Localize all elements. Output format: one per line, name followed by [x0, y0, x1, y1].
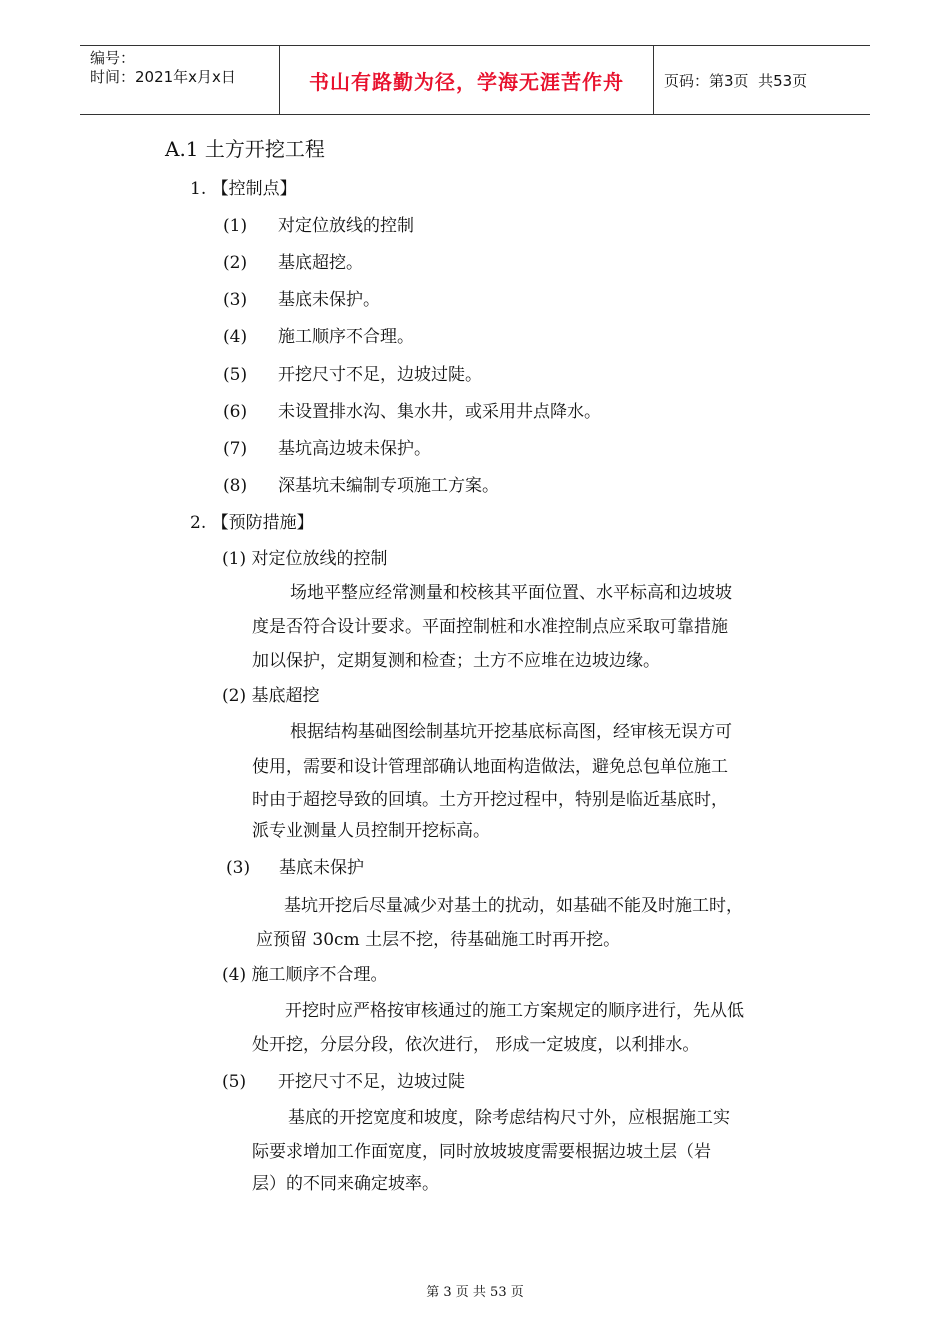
prevention-section-title: (4) 施工顺序不合理。: [222, 965, 388, 985]
header-motto: 书山有路勤为径，学海无涯苦作舟: [280, 46, 654, 114]
control-item-num: (5): [223, 365, 248, 385]
page-footer: 第 3 页 共 53 页: [426, 1285, 524, 1300]
paragraph-line: 使用，需要和设计管理部确认地面构造做法，避免总包单位施工: [252, 757, 728, 777]
control-item-text: 对定位放线的控制: [278, 216, 414, 236]
serial-label: 编号：: [90, 49, 136, 67]
paragraph-line: 度是否符合设计要求。平面控制桩和水准控制点应采取可靠措施: [252, 617, 728, 637]
paragraph-line: 时由于超挖导致的回填。土方开挖过程中，特别是临近基底时，: [252, 790, 728, 810]
prevention-section-title: 基底未保护: [279, 858, 364, 878]
control-item-text: 深基坑未编制专项施工方案。: [278, 476, 499, 496]
paragraph-line: 际要求增加工作面宽度，同时放坡坡度需要根据边坡土层（岩: [252, 1142, 711, 1162]
paragraph-line: 基坑开挖后尽量减少对基土的扰动，如基础不能及时施工时，: [284, 896, 743, 916]
control-item-num: (6): [223, 402, 248, 422]
prevention-section-title: 开挖尺寸不足，边坡过陡: [278, 1072, 465, 1092]
control-item-num: (3): [223, 290, 248, 310]
section-title: A.1 土方开挖工程: [165, 137, 325, 161]
control-item-num: (7): [223, 439, 248, 459]
paragraph-line: 派专业测量人员控制开挖标高。: [252, 821, 490, 841]
control-item-num: (2): [223, 253, 248, 273]
control-item-text: 基底超挖。: [278, 253, 363, 273]
paragraph-line: 加以保护，定期复测和检查；土方不应堆在边坡边缘。: [252, 651, 660, 671]
prevention-heading: 2. 【预防措施】: [190, 513, 314, 533]
page-info: 页码：第3页 共53页: [664, 71, 808, 90]
paragraph-line: 场地平整应经常测量和校核其平面位置、水平标高和边坡坡: [290, 583, 732, 603]
paragraph-line: 应预留 30cm 土层不挖，待基础施工时再开挖。: [256, 930, 621, 950]
control-item-num: (8): [223, 476, 248, 496]
control-item-text: 基坑高边坡未保护。: [278, 439, 431, 459]
control-item-num: (4): [223, 327, 248, 347]
paragraph-line: 层）的不同来确定坡率。: [252, 1174, 439, 1194]
paragraph-line: 基底的开挖宽度和坡度，除考虑结构尺寸外，应根据施工实: [288, 1108, 730, 1128]
paragraph-line: 根据结构基础图绘制基坑开挖基底标高图，经审核无误方可: [290, 722, 732, 742]
prevention-section-title: (2) 基底超挖: [222, 686, 320, 706]
paragraph-line: 处开挖，分层分段，依次进行， 形成一定坡度，以利排水。: [252, 1035, 700, 1055]
header-meta: [80, 46, 280, 114]
control-item-text: 施工顺序不合理。: [278, 327, 414, 347]
control-heading: 1. 【控制点】: [190, 179, 297, 199]
control-item-text: 未设置排水沟、集水井，或采用井点降水。: [278, 402, 601, 422]
control-item-text: 基底未保护。: [278, 290, 380, 310]
time-label: 时间：2021年x月x日: [90, 68, 236, 86]
prevention-section-num: (3): [226, 858, 251, 878]
prevention-section-title: (1) 对定位放线的控制: [222, 549, 388, 569]
prevention-section-num: (5): [222, 1072, 247, 1092]
paragraph-line: 开挖时应严格按审核通过的施工方案规定的顺序进行，先从低: [285, 1001, 744, 1021]
page-header: [80, 45, 870, 115]
header-page-info: [654, 46, 870, 114]
control-item-num: (1): [223, 216, 248, 236]
control-item-text: 开挖尺寸不足，边坡过陡。: [278, 365, 482, 385]
